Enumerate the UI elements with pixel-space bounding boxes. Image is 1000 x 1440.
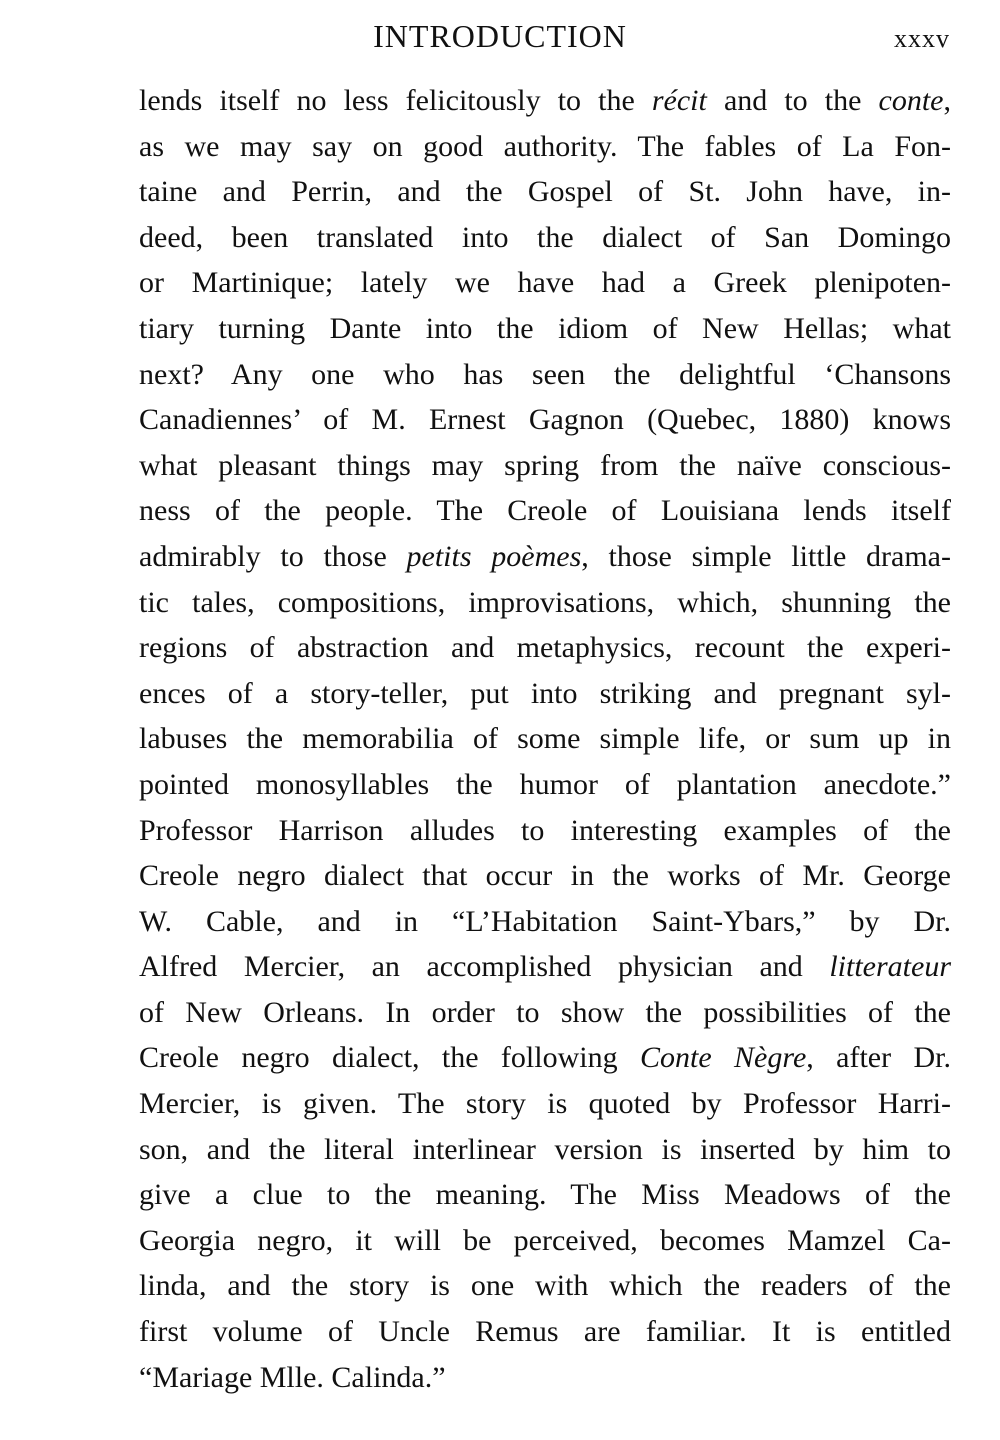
text-run: linda, and the story is one with which the readers of the bbox=[139, 1269, 951, 1303]
text-run: as we may say on good authority. The fables of La Fon- bbox=[139, 129, 951, 163]
text-line bbox=[139, 808, 951, 854]
text-run: , those simple little drama- bbox=[581, 539, 951, 573]
text-run: or Martinique; lately we have had a Greek plenipoten- bbox=[139, 266, 951, 300]
italic-text: récit bbox=[651, 84, 707, 117]
text-run: Professor Harrison alludes to interesting examples of the bbox=[139, 813, 951, 847]
text-run: , bbox=[943, 84, 951, 117]
text-run: ences of a story-teller, put into striking and pregnant syl- bbox=[139, 676, 951, 710]
text-line bbox=[139, 534, 951, 580]
text-line bbox=[139, 1127, 951, 1173]
text-line bbox=[139, 215, 951, 261]
text-line bbox=[139, 1081, 951, 1127]
text-run: Creole negro dialect that occur in the works of Mr. George bbox=[139, 859, 951, 893]
running-head-title: INTRODUCTION bbox=[373, 18, 627, 54]
text-run: first volume of Uncle Remus are familiar. It is entitled bbox=[139, 1315, 951, 1349]
page-number: xxxv bbox=[894, 24, 950, 53]
text-line bbox=[139, 944, 951, 990]
text-run: taine and Perrin, and the Gospel of St. John have, in- bbox=[139, 175, 951, 209]
text-line bbox=[139, 853, 951, 899]
text-line bbox=[139, 397, 951, 443]
text-run: and to the bbox=[706, 84, 879, 117]
text-line bbox=[139, 352, 951, 398]
text-line bbox=[139, 260, 951, 306]
text-run: son, and the literal interlinear version is inserted by him to bbox=[139, 1132, 951, 1166]
text-line bbox=[139, 306, 951, 352]
text-line bbox=[139, 1035, 951, 1081]
text-line bbox=[139, 488, 951, 534]
text-run: regions of abstraction and metaphysics, recount the experi- bbox=[139, 631, 951, 665]
text-run: tic tales, compositions, improvisations, which, shunning the bbox=[139, 585, 951, 619]
italic-text: Conte Nègre bbox=[640, 1041, 807, 1075]
text-run: , after Dr. bbox=[806, 1041, 951, 1075]
text-run: lends itself no less felicitously to the bbox=[139, 84, 652, 117]
text-run: next? Any one who has seen the delightful ‘Chansons bbox=[139, 357, 951, 391]
text-line bbox=[139, 1218, 951, 1264]
text-line bbox=[139, 899, 951, 945]
text-line bbox=[139, 169, 951, 215]
text-line bbox=[139, 443, 951, 489]
running-head bbox=[0, 14, 1000, 64]
text-line bbox=[139, 671, 951, 717]
text-line bbox=[139, 716, 951, 762]
text-run: Alfred Mercier, an accomplished physician and bbox=[139, 950, 830, 984]
text-line bbox=[139, 124, 951, 170]
text-run: Mercier, is given. The story is quoted by Professor Harri- bbox=[139, 1087, 951, 1121]
text-line bbox=[139, 1355, 951, 1401]
text-run: Canadiennes’ of M. Ernest Gagnon (Quebec, 1880) knows bbox=[139, 403, 951, 437]
text-run: of New Orleans. In order to show the possibilities of the bbox=[139, 995, 951, 1029]
text-line bbox=[139, 762, 951, 808]
text-run: “Mariage Mlle. Calinda.” bbox=[139, 1360, 446, 1394]
text-run: tiary turning Dante into the idiom of New Hellas; what bbox=[139, 311, 951, 345]
italic-text: litterateur bbox=[829, 950, 951, 984]
text-line bbox=[139, 1309, 951, 1355]
text-run: deed, been translated into the dialect of San Domingo bbox=[139, 220, 951, 254]
italic-text: conte bbox=[878, 84, 944, 117]
text-run: pointed monosyllables the humor of plantation anecdote.” bbox=[139, 767, 951, 801]
body-paragraph bbox=[139, 78, 951, 1400]
text-run: Creole negro dialect, the following bbox=[139, 1041, 640, 1075]
text-run: what pleasant things may spring from the naïve conscious- bbox=[139, 448, 951, 482]
text-line bbox=[139, 990, 951, 1036]
text-line bbox=[139, 1172, 951, 1218]
text-line bbox=[139, 625, 951, 671]
text-run: W. Cable, and in “L’Habitation Saint-Ybars,” by Dr. bbox=[139, 904, 951, 938]
text-line bbox=[139, 580, 951, 626]
text-run: labuses the memorabilia of some simple life, or sum up in bbox=[139, 722, 951, 756]
text-run: admirably to those bbox=[139, 539, 407, 573]
text-run: ness of the people. The Creole of Louisiana lends itself bbox=[139, 494, 951, 528]
text-line bbox=[139, 78, 951, 124]
text-line bbox=[139, 1263, 951, 1309]
text-run: give a clue to the meaning. The Miss Meadows of the bbox=[139, 1178, 951, 1212]
italic-text: petits poèmes bbox=[406, 539, 582, 573]
text-run: Georgia negro, it will be perceived, becomes Mamzel Ca- bbox=[139, 1223, 951, 1257]
